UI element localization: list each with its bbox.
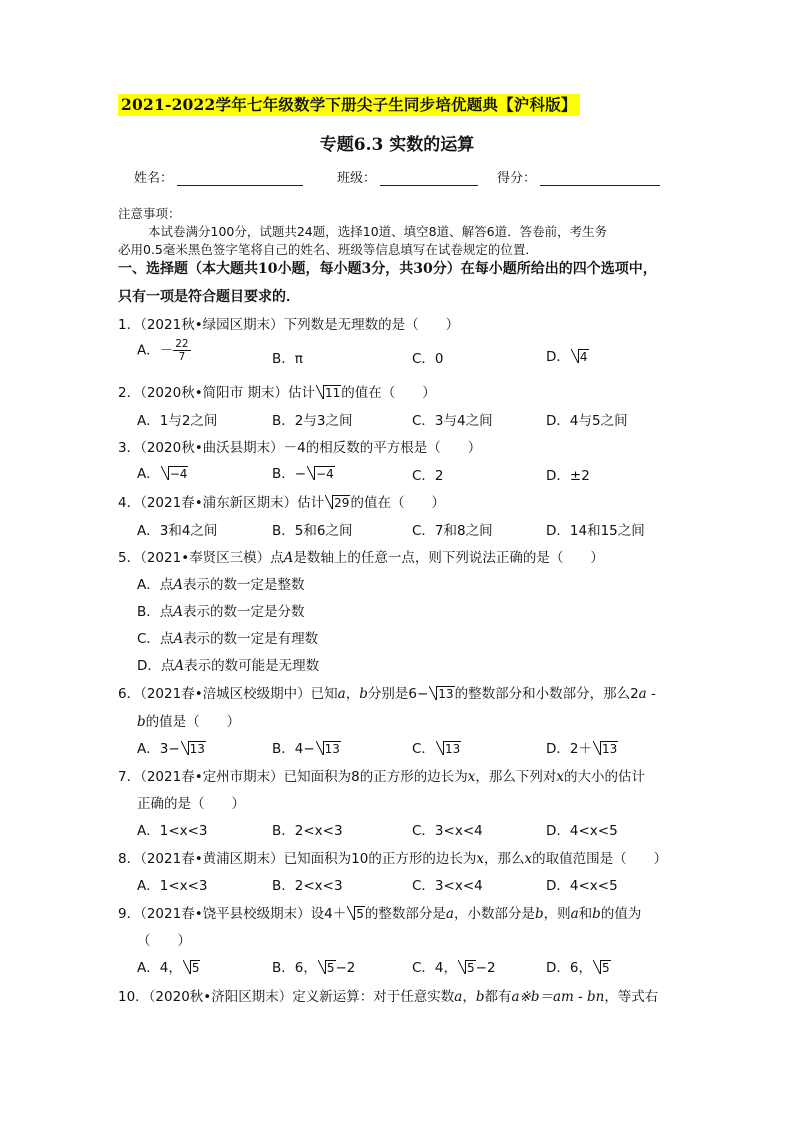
- section-heading-line-2: 只有一项是符合题目要求的．: [118, 289, 300, 305]
- question-8-option-a: A．1<x<3: [137, 878, 208, 894]
- notes-line-1: 本试卷满分100分，试题共24题，选择10道、填空8道、解答6道．答卷前，考生务: [148, 224, 608, 239]
- question-2-stem: 2．（2020秋•简阳市 期末）估计 11的值在（ ）: [118, 385, 436, 401]
- sqrt-symbol: 13: [436, 741, 461, 757]
- sqrt-symbol: 13: [181, 741, 206, 757]
- question-9-stem-line-2: （ ）: [137, 933, 191, 949]
- question-3-option-d: D．±2: [546, 468, 590, 484]
- question-6-stem-line-1: 6．（2021春•涪城区校级期中）已知a，b分别是6− 13的整数部分和小数部分，那么2a -: [118, 686, 656, 702]
- sqrt-symbol: 13: [429, 686, 454, 702]
- section-heading-line-1: 一、选择题（本大题共10小题，每小题3分，共30分）在每小题所给出的四个选项中，: [118, 261, 657, 277]
- fraction: $\frac{22}{7}$: [175, 338, 189, 363]
- question-6-option-b: B．4− 13: [272, 741, 340, 757]
- question-9-option-d: D．6， 5: [546, 960, 610, 976]
- sqrt-symbol: 29: [325, 495, 350, 511]
- question-5-option-c: C．点A表示的数一定是有理数: [137, 631, 319, 647]
- question-5-option-a: A．点A表示的数一定是整数: [137, 577, 305, 593]
- question-9-stem-line-1: 9．（2021春•饶平县校级期末）设4＋ 5的整数部分是a，小数部分是b，则a和b的值为: [118, 906, 642, 922]
- question-1-option-b: B．π: [272, 351, 303, 367]
- question-2-option-c: C．3与4之间: [412, 413, 493, 429]
- question-1-option-c: C．0: [412, 351, 444, 367]
- sqrt-symbol: −4: [161, 466, 189, 482]
- question-1-option-a: A．－ $\frac{22}{7}$: [137, 338, 189, 363]
- question-8-option-c: C．3<x<4: [412, 878, 483, 894]
- score-input-line[interactable]: [540, 171, 660, 186]
- class-field: [337, 167, 478, 186]
- sqrt-symbol: 5: [347, 906, 365, 922]
- notes-heading: 注意事项：: [118, 206, 181, 221]
- question-5-option-d: D．点A表示的数可能是无理数: [137, 658, 320, 674]
- series-name: 学年七年级数学下册尖子生同步培优题典【沪科版】: [215, 95, 577, 114]
- question-6-option-a: A．3− 13: [137, 741, 205, 757]
- score-label: 得分：: [497, 171, 537, 186]
- notes-line-2: 必用0.5毫米黑色签字笔将自己的姓名、班级等信息填写在试卷规定的位置．: [118, 242, 538, 257]
- sqrt-symbol: 5: [318, 960, 336, 976]
- question-5-option-b: B．点A表示的数一定是分数: [137, 604, 305, 620]
- question-4-stem: 4．（2021春•浦东新区期末）估计 29的值在（ ）: [118, 495, 445, 511]
- question-10-stem: 10．（2020秋•济阳区期末）定义新运算：对于任意实数a，b都有a※b＝am - bn，等式右: [118, 989, 659, 1005]
- question-2-option-b: B．2与3之间: [272, 413, 353, 429]
- class-input-line[interactable]: [380, 171, 478, 186]
- question-1-option-d: D． 4: [546, 349, 588, 365]
- name-label: 姓名：: [134, 171, 174, 186]
- question-7-option-a: A．1<x<3: [137, 823, 208, 839]
- question-8-option-b: B．2<x<3: [272, 878, 343, 894]
- question-6-stem-line-2: b的值是（ ）: [137, 714, 241, 730]
- sqrt-symbol: 5: [183, 960, 201, 976]
- sqrt-symbol: 13: [316, 741, 341, 757]
- question-4-option-c: C．7和8之间: [412, 523, 493, 539]
- series-year: 2021-2022: [121, 95, 216, 114]
- question-2-option-a: A．1与2之间: [137, 413, 218, 429]
- question-7-stem-line-2: 正确的是（ ）: [137, 796, 245, 812]
- question-9-option-b: B．6， 5−2: [272, 960, 356, 976]
- name-field: [134, 167, 303, 186]
- sqrt-symbol: −4: [307, 466, 335, 482]
- question-6-option-d: D．2＋ 13: [546, 741, 618, 757]
- sqrt-symbol: 13: [593, 741, 618, 757]
- question-1-stem: 1．（2021秋•绿园区期末）下列数是无理数的是（ ）: [118, 317, 460, 333]
- question-3-option-a: A． −4: [137, 466, 188, 482]
- question-4-option-a: A．3和4之间: [137, 523, 218, 539]
- question-7-option-c: C．3<x<4: [412, 823, 483, 839]
- question-3-stem: 3．（2020秋•曲沃县期末）－4的相反数的平方根是（ ）: [118, 440, 482, 456]
- series-title: [118, 94, 580, 116]
- question-6-option-c: C． 13: [412, 741, 461, 757]
- question-8-option-d: D．4<x<5: [546, 878, 618, 894]
- question-8-stem: 8．（2021春•黄浦区期末）已知面积为10的正方形的边长为x，那么x的取值范围是（ ）: [118, 851, 668, 867]
- sqrt-symbol: 5: [593, 960, 611, 976]
- page-title: 专题6.3 实数的运算: [319, 135, 475, 155]
- question-9-option-c: C．4， 5−2: [412, 960, 496, 976]
- question-3-option-b: B．− −4: [272, 466, 334, 482]
- sqrt-symbol: 5: [458, 960, 476, 976]
- question-7-option-d: D．4<x<5: [546, 823, 618, 839]
- score-field: [497, 167, 660, 186]
- sqrt-symbol: 11: [316, 385, 341, 401]
- class-label: 班级：: [337, 171, 377, 186]
- sqrt-symbol: 4: [571, 349, 589, 365]
- question-5-stem: 5．（2021•奉贤区三模）点A是数轴上的任意一点，则下列说法正确的是（ ）: [118, 550, 604, 566]
- name-input-line[interactable]: [177, 171, 303, 186]
- question-7-option-b: B．2<x<3: [272, 823, 343, 839]
- question-3-option-c: C．2: [412, 468, 444, 484]
- question-2-option-d: D．4与5之间: [546, 413, 628, 429]
- question-4-option-d: D．14和15之间: [546, 523, 645, 539]
- question-9-option-a: A．4， 5: [137, 960, 200, 976]
- question-7-stem-line-1: 7．（2021春•定州市期末）已知面积为8的正方形的边长为x，那么下列对x的大小的估计: [118, 769, 645, 785]
- question-4-option-b: B．5和6之间: [272, 523, 353, 539]
